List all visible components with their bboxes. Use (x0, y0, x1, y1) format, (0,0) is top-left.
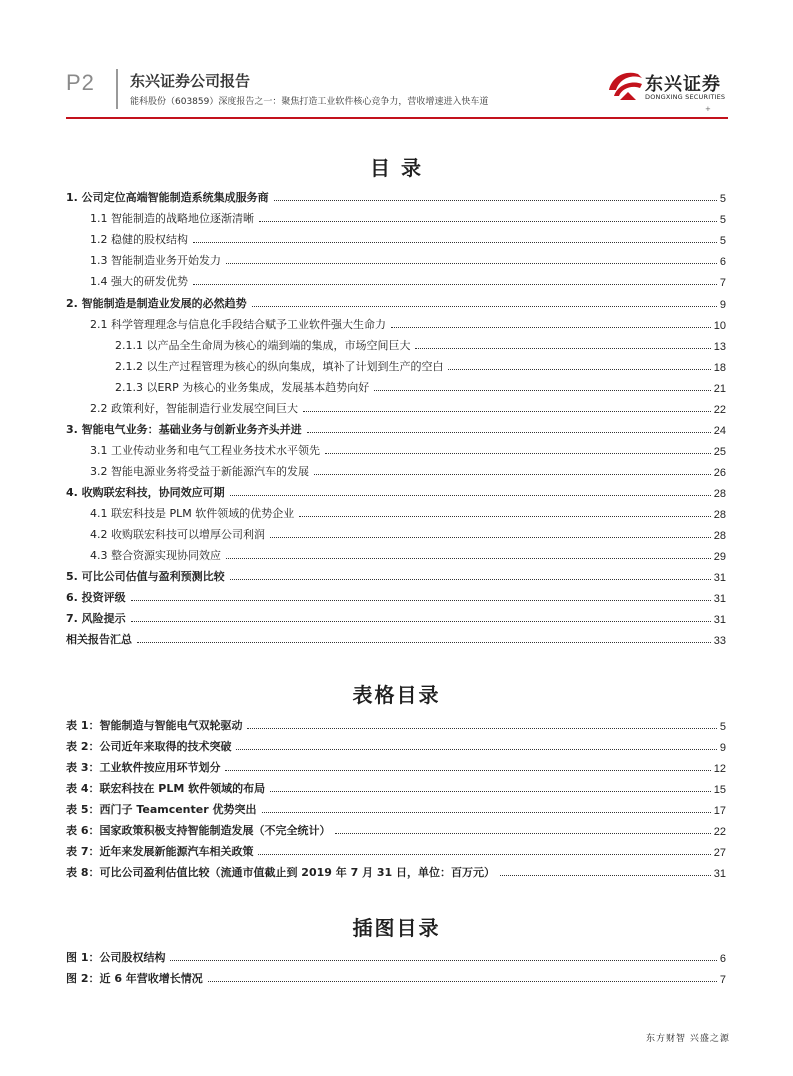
figure-list-page: 6 (719, 953, 726, 965)
toc-item-text: 1.4 强大的研发优势 (90, 275, 188, 288)
toc-item-page: 7 (719, 277, 726, 289)
toc-item-text: 2.1.1 以产品全生命周为核心的端到端的集成，市场空间巨大 (115, 339, 411, 352)
table-list-page: 5 (719, 721, 726, 733)
table-list-text: 表 2：公司近年来取得的技术突破 (66, 740, 232, 753)
toc-item-text: 2.1.3 以ERP 为核心的业务集成，发展基本趋势向好 (115, 381, 370, 394)
toc-item-page: 10 (713, 320, 726, 332)
toc-item-page: 29 (713, 551, 726, 563)
table-list-page: 9 (719, 742, 726, 754)
leader-dots (391, 327, 711, 328)
toc-item[interactable] (90, 314, 726, 332)
figure-list-item[interactable] (66, 968, 726, 986)
table-list-item[interactable] (66, 799, 726, 817)
toc-item-page: 31 (713, 593, 726, 605)
leader-dots (500, 875, 711, 876)
leader-dots (258, 854, 710, 855)
leader-dots (137, 642, 711, 643)
leader-dots (307, 432, 711, 433)
toc-item[interactable] (90, 440, 726, 458)
table-list-item[interactable] (66, 862, 726, 880)
table-list-page: 17 (713, 805, 726, 817)
toc-item-page: 25 (713, 446, 726, 458)
leader-dots (303, 411, 711, 412)
leader-dots (270, 537, 711, 538)
toc-item-page: 5 (719, 214, 726, 226)
table-list-text: 表 1：智能制造与智能电气双轮驱动 (66, 719, 243, 732)
toc-item[interactable] (90, 208, 726, 226)
figure-list-item[interactable] (66, 947, 726, 965)
leader-dots (208, 981, 717, 982)
toc-item[interactable] (90, 524, 726, 542)
toc-item-text: 4.3 整合资源实现协同效应 (90, 549, 221, 562)
toc-item-text: 3.1 工业传动业务和电气工程业务技术水平领先 (90, 444, 320, 457)
toc-title: 目 录 (370, 156, 423, 180)
toc-item[interactable] (66, 187, 726, 205)
toc-item[interactable] (90, 229, 726, 247)
toc-item-page: 28 (713, 509, 726, 521)
leader-dots (314, 474, 711, 475)
toc-item-page: 31 (713, 572, 726, 584)
toc-item-text: 相关报告汇总 (66, 633, 132, 646)
figure-list-text: 图 2：近 6 年营收增长情况 (66, 972, 203, 985)
toc-item-text: 6. 投资评级 (66, 591, 126, 604)
toc-item-text: 1.2 稳健的股权结构 (90, 233, 188, 246)
figures-title: 插图目录 (352, 916, 441, 940)
toc-item[interactable] (66, 293, 726, 311)
leader-dots (270, 791, 711, 792)
leader-dots (448, 369, 710, 370)
leader-dots (259, 221, 717, 222)
toc-item-page: 24 (713, 425, 726, 437)
toc-item-text: 2. 智能制造是制造业发展的必然趋势 (66, 297, 247, 310)
header-divider (116, 69, 118, 109)
toc-item-text: 2.1 科学管理理念与信息化手段结合赋予工业软件强大生命力 (90, 318, 386, 331)
toc-item[interactable] (66, 629, 726, 647)
leader-dots (374, 390, 711, 391)
toc-item-text: 4.2 收购联宏科技可以增厚公司利润 (90, 528, 265, 541)
header-mark: + (705, 105, 711, 113)
tables-title: 表格目录 (352, 683, 441, 707)
leader-dots (193, 284, 717, 285)
toc-item[interactable] (90, 398, 726, 416)
toc-item-page: 33 (713, 635, 726, 647)
toc-item-text: 3.2 智能电源业务将受益于新能源汽车的发展 (90, 465, 309, 478)
toc-item-text: 5. 可比公司估值与盈利预测比较 (66, 570, 225, 583)
toc-item-text: 3. 智能电气业务：基础业务与创新业务齐头并进 (66, 423, 302, 436)
toc-item-page: 5 (719, 193, 726, 205)
toc-item-text: 1.3 智能制造业务开始发力 (90, 254, 221, 267)
leader-dots (335, 833, 710, 834)
toc-item-page: 26 (713, 467, 726, 479)
leader-dots (299, 516, 711, 517)
leader-dots (131, 621, 711, 622)
toc-item[interactable] (90, 250, 726, 268)
toc-item-text: 4. 收购联宏科技，协同效应可期 (66, 486, 225, 499)
toc-item[interactable] (66, 419, 726, 437)
leader-dots (230, 495, 711, 496)
leader-dots (131, 600, 711, 601)
toc-item[interactable] (66, 587, 726, 605)
table-list-item[interactable] (66, 736, 726, 754)
toc-item-page: 18 (713, 362, 726, 374)
logo-text-cn: 东兴证券 (645, 74, 721, 95)
toc-item-page: 6 (719, 256, 726, 268)
toc-item-text: 1.1 智能制造的战略地位逐渐清晰 (90, 212, 254, 225)
table-list-item[interactable] (66, 715, 726, 733)
toc-item[interactable] (90, 271, 726, 289)
table-list-text: 表 6：国家政策积极支持智能制造发展（不完全统计） (66, 824, 331, 837)
toc-item-page: 5 (719, 235, 726, 247)
page-number: P2 (66, 70, 95, 95)
toc-item[interactable] (90, 503, 726, 521)
toc-item[interactable] (90, 461, 726, 479)
logo-text-en: DONGXING SECURITIES (645, 93, 726, 101)
toc-item-page: 31 (713, 614, 726, 626)
toc-item-text: 4.1 联宏科技是 PLM 软件领域的优势企业 (90, 507, 295, 520)
report-brand-title: 东兴证券公司报告 (130, 72, 251, 90)
toc-item-page: 22 (713, 404, 726, 416)
figure-list-page: 7 (719, 974, 726, 986)
leader-dots (415, 348, 710, 349)
table-list-item[interactable] (66, 820, 726, 838)
toc-item[interactable] (115, 356, 726, 374)
table-list-text: 表 8：可比公司盈利估值比较（流通市值截止到 2019 年 7 月 31 日，单位：百万元） (66, 866, 496, 879)
toc-item-page: 28 (713, 488, 726, 500)
toc-item-page: 28 (713, 530, 726, 542)
leader-dots (247, 728, 716, 729)
table-list-page: 27 (713, 847, 726, 859)
toc-item[interactable] (115, 335, 726, 353)
toc-item[interactable] (66, 608, 726, 626)
table-list-page: 31 (713, 868, 726, 880)
leader-dots (230, 579, 711, 580)
toc-item-text: 2.1.2 以生产过程管理为核心的纵向集成，填补了计划到生产的空白 (115, 360, 444, 373)
leader-dots (325, 453, 711, 454)
leader-dots (170, 960, 716, 961)
table-list-page: 15 (713, 784, 726, 796)
table-list-item[interactable] (66, 757, 726, 775)
leader-dots (225, 770, 710, 771)
leader-dots (236, 749, 716, 750)
footer-slogan: 东方财智 兴盛之源 (646, 1034, 730, 1044)
toc-item-page: 21 (713, 383, 726, 395)
toc-item-page: 9 (719, 299, 726, 311)
table-list-page: 22 (713, 826, 726, 838)
header-rule (66, 117, 728, 119)
toc-item[interactable] (66, 482, 726, 500)
leader-dots (226, 263, 717, 264)
toc-item[interactable] (115, 377, 726, 395)
leader-dots (274, 200, 717, 201)
leader-dots (193, 242, 717, 243)
figure-list-text: 图 1：公司股权结构 (66, 951, 166, 964)
toc-item[interactable] (90, 545, 726, 563)
toc-item-text: 2.2 政策利好，智能制造行业发展空间巨大 (90, 402, 298, 415)
leader-dots (252, 306, 717, 307)
toc-item-page: 13 (713, 341, 726, 353)
leader-dots (226, 558, 711, 559)
table-list-text: 表 4：联宏科技在 PLM 软件领域的布局 (66, 782, 266, 795)
table-list-item[interactable] (66, 778, 726, 796)
leader-dots (262, 812, 711, 813)
report-subtitle: 能科股份（603859）深度报告之一：聚焦打造工业软件核心竞争力，营收增速进入快车道 (130, 97, 489, 107)
table-list-text: 表 3：工业软件按应用环节划分 (66, 761, 221, 774)
toc-item-text: 1. 公司定位高端智能制造系统集成服务商 (66, 191, 269, 204)
table-list-page: 12 (713, 763, 726, 775)
toc-item-text: 7. 风险提示 (66, 612, 126, 625)
table-list-item[interactable] (66, 841, 726, 859)
table-list-text: 表 5：西门子 Teamcenter 优势突出 (66, 803, 257, 816)
table-list-text: 表 7：近年来发展新能源汽车相关政策 (66, 845, 254, 858)
toc-item[interactable] (66, 566, 726, 584)
